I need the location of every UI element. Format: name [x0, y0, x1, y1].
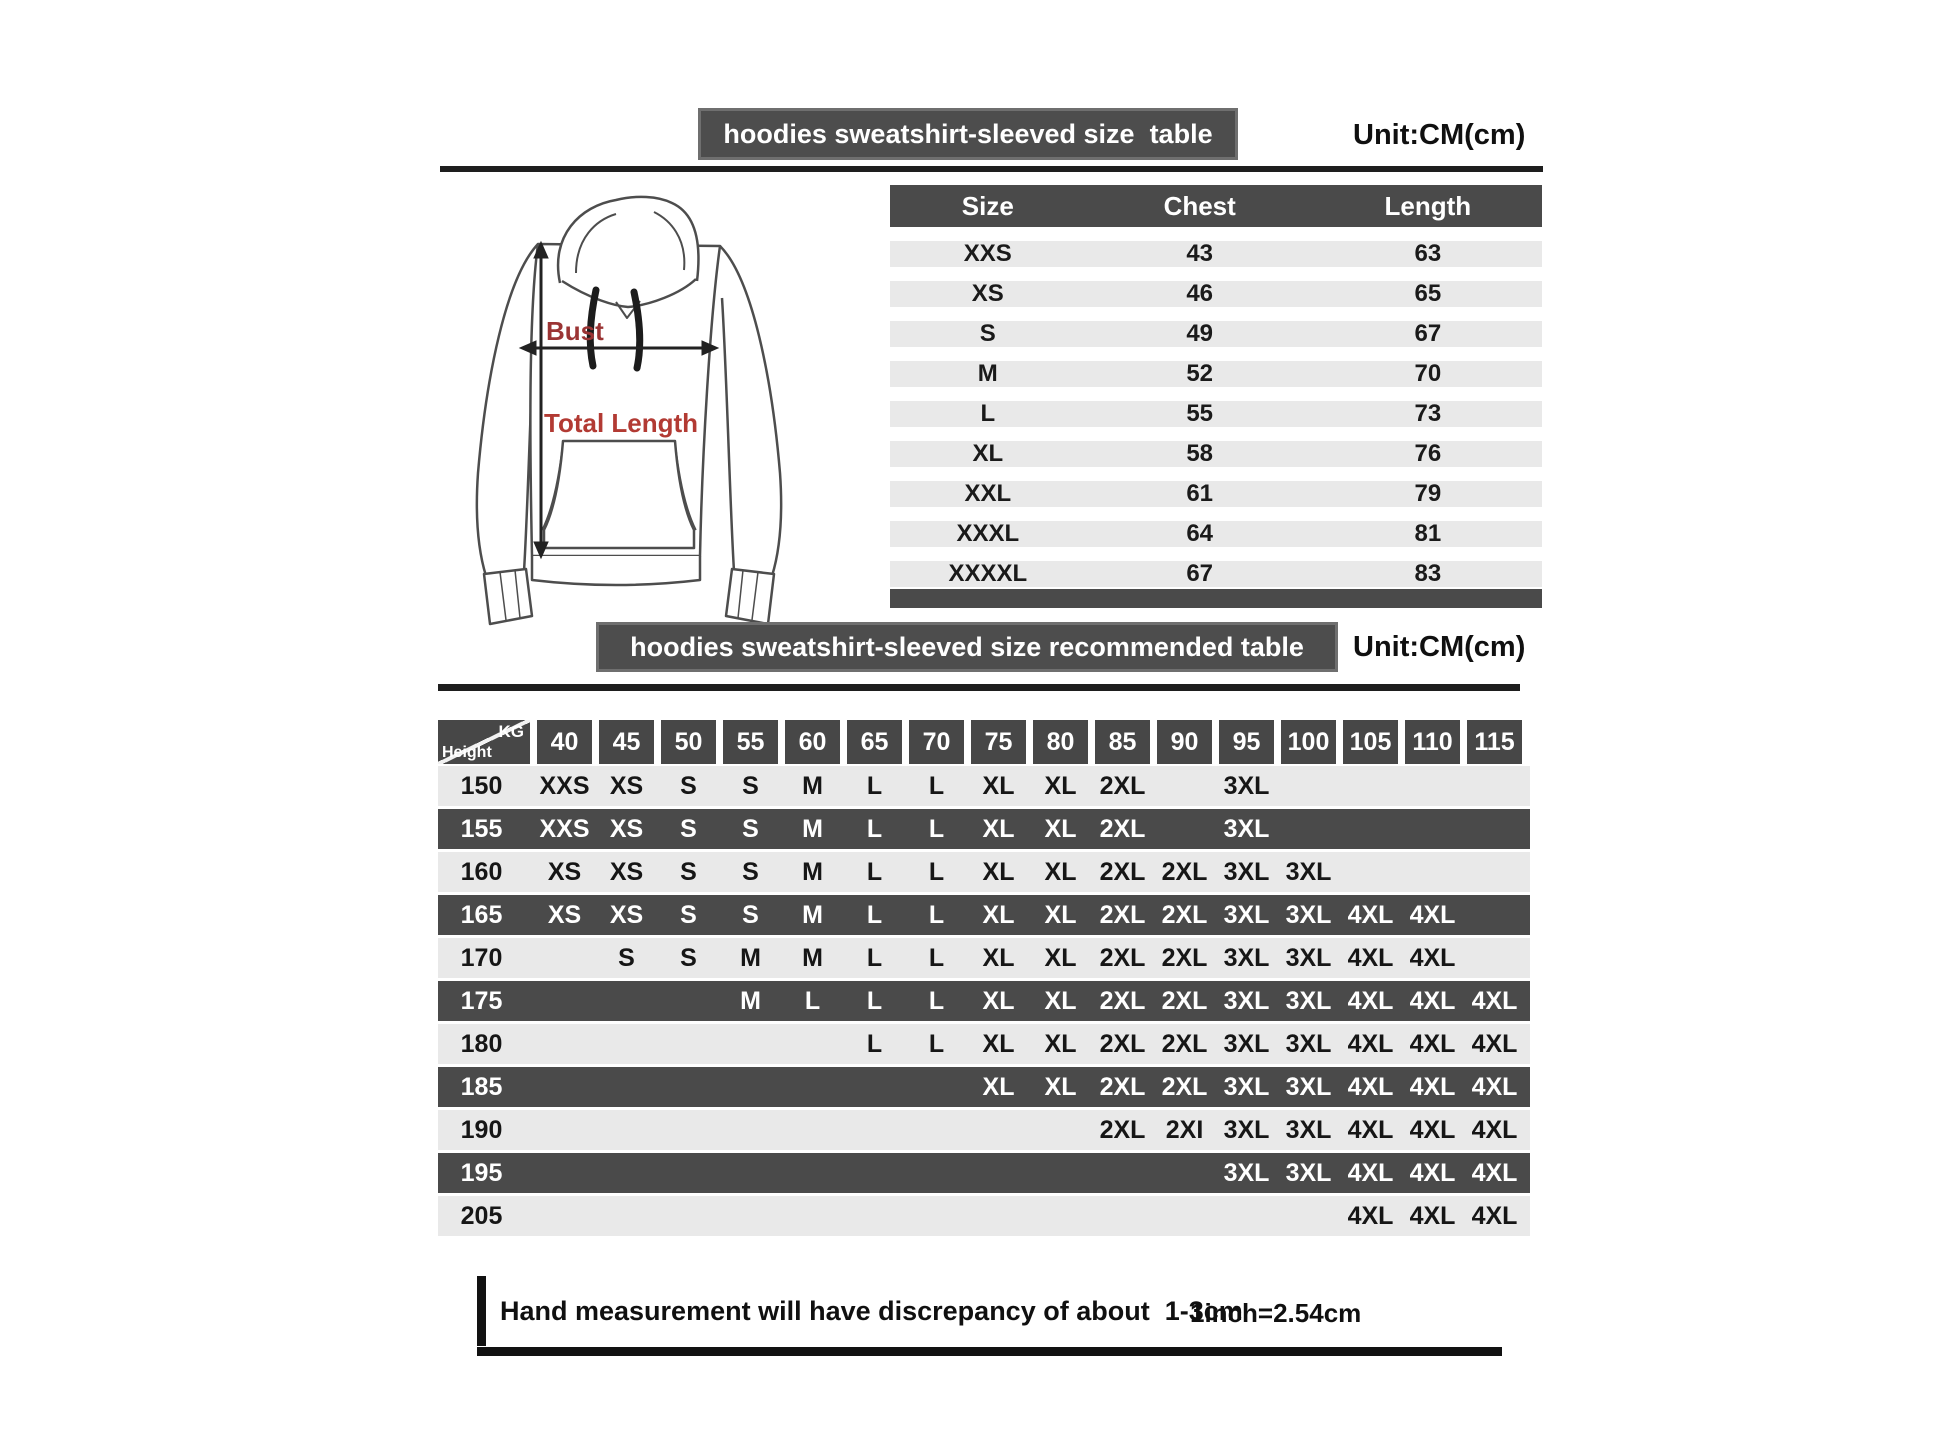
bottom-divider-line: [477, 1347, 1502, 1356]
weight-header-cell: 100: [1281, 720, 1336, 764]
size-rec-cell: 4XL: [1471, 1116, 1518, 1144]
length-cell: 73: [1414, 400, 1442, 427]
size-table-title-bar: [698, 108, 1238, 160]
size-rec-cell: 2XL: [1161, 987, 1208, 1015]
size-rec-cell: 4XL: [1347, 901, 1394, 929]
size-rec-cell: [599, 1153, 661, 1193]
size-rec-cell: [599, 1067, 661, 1107]
size-rec-cell: L: [928, 1030, 945, 1058]
size-rec-cell: 2XL: [1099, 944, 1146, 972]
recommendation-row: [438, 895, 1530, 935]
size-rec-cell: 3XL: [1285, 858, 1332, 886]
size-rec-cell: L: [866, 858, 883, 886]
size-rec-cell: [971, 1196, 1033, 1236]
height-value-cell: 170: [460, 944, 503, 972]
size-rec-cell: L: [866, 987, 883, 1015]
size-table-row: [890, 241, 1542, 267]
size-cell: XS: [971, 280, 1004, 307]
size-rec-cell: [1095, 1196, 1157, 1236]
size-rec-cell: 3XL: [1285, 1073, 1332, 1101]
chest-cell: 55: [1186, 400, 1214, 427]
size-rec-cell: [661, 1153, 723, 1193]
size-rec-cell: XXS: [539, 772, 590, 800]
size-table-header-row: [890, 185, 1542, 227]
length-cell: 70: [1414, 360, 1442, 387]
chest-cell: 43: [1186, 240, 1214, 267]
recommended-size-matrix: [438, 720, 1530, 1239]
size-rec-cell: [723, 1153, 785, 1193]
size-table-header-cell: Chest: [1163, 190, 1236, 221]
size-table-row: [890, 561, 1542, 587]
size-rec-cell: 2XL: [1099, 772, 1146, 800]
size-rec-cell: S: [742, 901, 759, 929]
recommendation-row: [438, 981, 1530, 1021]
size-table-header-cell: Size: [961, 190, 1014, 221]
size-table-row: [890, 521, 1542, 547]
size-rec-cell: [909, 1196, 971, 1236]
length-cell: 83: [1414, 560, 1442, 587]
size-rec-cell: 4XL: [1409, 987, 1456, 1015]
size-cell: XXXXL: [948, 560, 1028, 587]
size-rec-cell: L: [928, 772, 945, 800]
size-rec-cell: 4XL: [1409, 1159, 1456, 1187]
size-rec-cell: [909, 1110, 971, 1150]
chest-cell: 49: [1186, 320, 1214, 347]
kg-height-corner-cell: [438, 720, 530, 764]
size-rec-cell: [661, 1024, 723, 1064]
size-rec-cell: 2XL: [1099, 1030, 1146, 1058]
size-rec-cell: [661, 981, 723, 1021]
recommendation-row: [438, 1067, 1530, 1107]
recommendation-row: [438, 1196, 1530, 1236]
size-rec-cell: S: [680, 815, 697, 843]
size-rec-cell: S: [680, 901, 697, 929]
size-rec-cell: [785, 1153, 847, 1193]
chest-cell: 46: [1186, 280, 1214, 307]
size-rec-cell: 3XL: [1223, 1116, 1270, 1144]
height-value-cell: 180: [460, 1030, 503, 1058]
size-rec-cell: [1467, 938, 1529, 978]
size-rec-cell: M: [740, 987, 761, 1015]
size-rec-cell: [537, 981, 599, 1021]
weight-header-cell: 65: [847, 720, 902, 764]
weight-header-cell: 50: [661, 720, 716, 764]
size-rec-cell: L: [866, 772, 883, 800]
size-table-row: [890, 401, 1542, 427]
size-rec-cell: 4XL: [1347, 1202, 1394, 1230]
size-rec-cell: [599, 981, 661, 1021]
size-cell: M: [977, 360, 998, 387]
size-rec-cell: 4XL: [1471, 1030, 1518, 1058]
size-rec-cell: S: [618, 944, 635, 972]
size-rec-cell: XL: [982, 772, 1015, 800]
size-rec-cell: 3XL: [1285, 901, 1332, 929]
weight-header-cell: 60: [785, 720, 840, 764]
size-rec-cell: 4XL: [1471, 1073, 1518, 1101]
size-rec-cell: 4XL: [1409, 1030, 1456, 1058]
size-rec-cell: XXS: [539, 815, 590, 843]
weight-header-cell: 95: [1219, 720, 1274, 764]
size-cell: XXXL: [956, 520, 1020, 547]
height-value-cell: 190: [460, 1116, 503, 1144]
size-rec-cell: [1343, 766, 1405, 806]
size-rec-cell: [847, 1110, 909, 1150]
size-cell: S: [979, 320, 996, 347]
size-rec-cell: L: [866, 944, 883, 972]
size-rec-cell: [723, 1196, 785, 1236]
size-rec-cell: [1281, 809, 1343, 849]
size-table-row: [890, 361, 1542, 387]
matrix-header-row: [438, 720, 1530, 764]
size-rec-cell: 4XL: [1471, 1202, 1518, 1230]
size-rec-cell: [537, 1024, 599, 1064]
size-rec-cell: [537, 1196, 599, 1236]
size-cell: XL: [972, 440, 1004, 467]
size-rec-cell: [599, 1196, 661, 1236]
size-rec-cell: 4XL: [1409, 1116, 1456, 1144]
size-rec-cell: [723, 1024, 785, 1064]
size-rec-cell: 3XL: [1285, 944, 1332, 972]
total-length-label: Total Length: [544, 408, 699, 438]
size-rec-cell: [1405, 766, 1467, 806]
size-rec-cell: XL: [982, 815, 1015, 843]
size-rec-cell: 2XL: [1161, 1030, 1208, 1058]
footer-accent-bar: [477, 1276, 486, 1346]
size-rec-cell: [1467, 852, 1529, 892]
recommendation-row: [438, 1153, 1530, 1193]
size-rec-cell: 3XL: [1223, 1030, 1270, 1058]
size-rec-cell: [599, 1110, 661, 1150]
size-rec-cell: [537, 938, 599, 978]
recommended-table-unit-label: Unit:CM(cm): [1353, 631, 1526, 663]
weight-header-cell: 105: [1343, 720, 1398, 764]
recommendation-row: [438, 766, 1530, 806]
size-rec-cell: XS: [609, 772, 644, 800]
recommendation-row: [438, 938, 1530, 978]
size-rec-cell: [723, 1067, 785, 1107]
size-rec-cell: [1033, 1196, 1095, 1236]
size-rec-cell: [847, 1153, 909, 1193]
weight-header-cell: 110: [1405, 720, 1460, 764]
size-rec-cell: 4XL: [1409, 901, 1456, 929]
size-table-row: [890, 441, 1542, 467]
size-rec-cell: 4XL: [1347, 987, 1394, 1015]
size-rec-cell: L: [866, 815, 883, 843]
size-table-header-cell: Length: [1384, 190, 1472, 221]
size-rec-cell: L: [866, 901, 883, 929]
height-value-cell: 195: [460, 1159, 503, 1187]
size-rec-cell: 3XL: [1285, 987, 1332, 1015]
size-rec-cell: XL: [982, 944, 1015, 972]
size-rec-cell: XL: [982, 987, 1015, 1015]
chest-cell: 67: [1186, 560, 1214, 587]
size-rec-cell: S: [742, 815, 759, 843]
size-rec-cell: XL: [1044, 858, 1077, 886]
size-rec-cell: [1467, 895, 1529, 935]
size-rec-cell: XL: [1044, 1073, 1077, 1101]
size-rec-cell: M: [740, 944, 761, 972]
chest-cell: 52: [1186, 360, 1214, 387]
size-rec-cell: [1219, 1196, 1281, 1236]
weight-header-cell: 90: [1157, 720, 1212, 764]
size-table-bottom-bar: [890, 589, 1542, 608]
size-rec-cell: [847, 1196, 909, 1236]
size-rec-cell: [661, 1067, 723, 1107]
size-rec-cell: [661, 1110, 723, 1150]
size-rec-cell: XL: [1044, 1030, 1077, 1058]
size-rec-cell: M: [802, 858, 823, 886]
size-rec-cell: 3XL: [1223, 987, 1270, 1015]
size-rec-cell: 3XL: [1223, 815, 1270, 843]
size-rec-cell: 3XL: [1285, 1159, 1332, 1187]
size-rec-cell: XL: [1044, 772, 1077, 800]
size-rec-cell: [599, 1024, 661, 1064]
recommended-table-title: hoodies sweatshirt-sleeved size recommended table: [630, 631, 1304, 662]
size-rec-cell: 4XL: [1347, 944, 1394, 972]
size-rec-cell: [537, 1153, 599, 1193]
size-rec-cell: XL: [982, 858, 1015, 886]
size-rec-cell: XL: [1044, 901, 1077, 929]
size-rec-cell: 2XL: [1099, 1073, 1146, 1101]
size-table-row: [890, 281, 1542, 307]
size-rec-cell: 2XL: [1099, 901, 1146, 929]
size-cell: XXS: [963, 240, 1012, 267]
size-rec-cell: 2XL: [1099, 815, 1146, 843]
size-rec-cell: [1157, 809, 1219, 849]
size-rec-cell: 4XL: [1409, 944, 1456, 972]
size-rec-cell: 2XI: [1165, 1116, 1204, 1144]
matrix-body: [438, 766, 1530, 1236]
recommendation-row: [438, 852, 1530, 892]
length-cell: 65: [1414, 280, 1442, 307]
size-rec-cell: M: [802, 944, 823, 972]
size-rec-cell: 3XL: [1285, 1116, 1332, 1144]
size-table-title: hoodies sweatshirt-sleeved size table: [723, 118, 1213, 149]
size-rec-cell: [661, 1196, 723, 1236]
size-rec-cell: XL: [982, 901, 1015, 929]
size-table-row: [890, 481, 1542, 507]
recommendation-row: [438, 1110, 1530, 1150]
height-value-cell: 155: [460, 815, 503, 843]
weight-header-cell: 55: [723, 720, 778, 764]
size-rec-cell: 2XL: [1161, 901, 1208, 929]
size-rec-cell: XL: [982, 1073, 1015, 1101]
size-rec-cell: 3XL: [1223, 944, 1270, 972]
weight-header-cell: 45: [599, 720, 654, 764]
size-rec-cell: XS: [609, 815, 644, 843]
chest-cell: 61: [1186, 480, 1214, 507]
size-rec-cell: [847, 1067, 909, 1107]
size-rec-cell: 2XL: [1099, 1116, 1146, 1144]
chest-cell: 58: [1186, 440, 1214, 467]
size-table-body: [890, 241, 1542, 587]
size-rec-cell: 4XL: [1347, 1159, 1394, 1187]
height-value-cell: 150: [460, 772, 503, 800]
height-value-cell: 165: [460, 901, 503, 929]
recommended-table-title-bar: [596, 622, 1338, 672]
size-table-unit-label: Unit:CM(cm): [1353, 119, 1526, 151]
size-rec-cell: L: [928, 815, 945, 843]
measurement-note: Hand measurement will have discrepancy of about 1-3cm: [500, 1296, 1243, 1326]
size-rec-cell: [1157, 766, 1219, 806]
size-rec-cell: 4XL: [1347, 1030, 1394, 1058]
size-rec-cell: [1467, 809, 1529, 849]
size-rec-cell: L: [928, 987, 945, 1015]
length-cell: 79: [1414, 480, 1442, 507]
size-rec-cell: [1033, 1153, 1095, 1193]
size-rec-cell: 4XL: [1347, 1073, 1394, 1101]
inch-conversion-note: 1inch=2.54cm: [1190, 1298, 1362, 1328]
size-rec-cell: 2XL: [1161, 858, 1208, 886]
size-rec-cell: M: [802, 815, 823, 843]
size-rec-cell: [1343, 852, 1405, 892]
size-rec-cell: [1157, 1153, 1219, 1193]
recommendation-row: [438, 809, 1530, 849]
size-rec-cell: [537, 1110, 599, 1150]
height-value-cell: 185: [460, 1073, 503, 1101]
size-rec-cell: [909, 1067, 971, 1107]
size-rec-cell: [537, 1067, 599, 1107]
size-table-row: [890, 321, 1542, 347]
size-rec-cell: L: [928, 858, 945, 886]
size-rec-cell: S: [742, 772, 759, 800]
weight-header-cell: 40: [537, 720, 592, 764]
size-rec-cell: 4XL: [1409, 1073, 1456, 1101]
size-cell: XXL: [964, 480, 1012, 507]
recommendation-row: [438, 1024, 1530, 1064]
size-rec-cell: [785, 1196, 847, 1236]
hoodie-illustration: [430, 178, 890, 650]
bust-label: Bust: [546, 316, 604, 346]
size-rec-cell: [785, 1067, 847, 1107]
length-cell: 67: [1414, 320, 1442, 347]
size-table: [890, 185, 1542, 608]
size-rec-cell: S: [680, 772, 697, 800]
size-rec-cell: XS: [609, 858, 644, 886]
size-rec-cell: XS: [609, 901, 644, 929]
size-rec-cell: L: [804, 987, 821, 1015]
chest-cell: 64: [1186, 520, 1214, 547]
size-rec-cell: [785, 1110, 847, 1150]
size-rec-cell: XS: [547, 901, 582, 929]
size-cell: L: [980, 400, 996, 427]
size-rec-cell: 2XL: [1099, 987, 1146, 1015]
middle-divider-line: [438, 684, 1520, 691]
weight-header-cell: 115: [1467, 720, 1522, 764]
size-rec-cell: 3XL: [1223, 1073, 1270, 1101]
size-rec-cell: XL: [1044, 944, 1077, 972]
size-rec-cell: [1281, 1196, 1343, 1236]
length-cell: 81: [1414, 520, 1442, 547]
weight-header-cell: 70: [909, 720, 964, 764]
size-rec-cell: 2XL: [1161, 944, 1208, 972]
size-rec-cell: [785, 1024, 847, 1064]
size-rec-cell: XS: [547, 858, 582, 886]
size-rec-cell: L: [928, 901, 945, 929]
size-rec-cell: [1467, 766, 1529, 806]
size-rec-cell: M: [802, 772, 823, 800]
length-cell: 76: [1414, 440, 1442, 467]
weight-header-cell: 85: [1095, 720, 1150, 764]
size-rec-cell: 3XL: [1223, 1159, 1270, 1187]
size-rec-cell: 3XL: [1223, 772, 1270, 800]
size-rec-cell: XL: [982, 1030, 1015, 1058]
size-rec-cell: [1095, 1153, 1157, 1193]
size-rec-cell: 4XL: [1347, 1116, 1394, 1144]
size-rec-cell: M: [802, 901, 823, 929]
weight-header-cell: 75: [971, 720, 1026, 764]
size-rec-cell: XL: [1044, 987, 1077, 1015]
size-rec-cell: [971, 1110, 1033, 1150]
kg-label: KG: [498, 722, 524, 741]
size-rec-cell: 3XL: [1223, 901, 1270, 929]
length-cell: 63: [1414, 240, 1442, 267]
size-rec-cell: 4XL: [1471, 1159, 1518, 1187]
size-rec-cell: 4XL: [1471, 987, 1518, 1015]
size-rec-cell: 4XL: [1409, 1202, 1456, 1230]
size-rec-cell: [1405, 809, 1467, 849]
size-rec-cell: S: [742, 858, 759, 886]
size-rec-cell: [1033, 1110, 1095, 1150]
size-rec-cell: [1343, 809, 1405, 849]
size-rec-cell: 2XL: [1099, 858, 1146, 886]
size-rec-cell: [1281, 766, 1343, 806]
height-value-cell: 175: [460, 987, 503, 1015]
size-rec-cell: [1157, 1196, 1219, 1236]
size-rec-cell: S: [680, 944, 697, 972]
size-rec-cell: 3XL: [1285, 1030, 1332, 1058]
size-rec-cell: L: [928, 944, 945, 972]
weight-header-cell: 80: [1033, 720, 1088, 764]
size-rec-cell: [971, 1153, 1033, 1193]
size-rec-cell: L: [866, 1030, 883, 1058]
size-rec-cell: 3XL: [1223, 858, 1270, 886]
height-label: Height: [442, 744, 492, 761]
height-value-cell: 160: [460, 858, 503, 886]
size-rec-cell: S: [680, 858, 697, 886]
size-rec-cell: [1405, 852, 1467, 892]
size-rec-cell: XL: [1044, 815, 1077, 843]
size-rec-cell: [723, 1110, 785, 1150]
top-divider-line: [440, 166, 1543, 172]
height-value-cell: 205: [460, 1202, 503, 1230]
size-rec-cell: [909, 1153, 971, 1193]
size-rec-cell: 2XL: [1161, 1073, 1208, 1101]
